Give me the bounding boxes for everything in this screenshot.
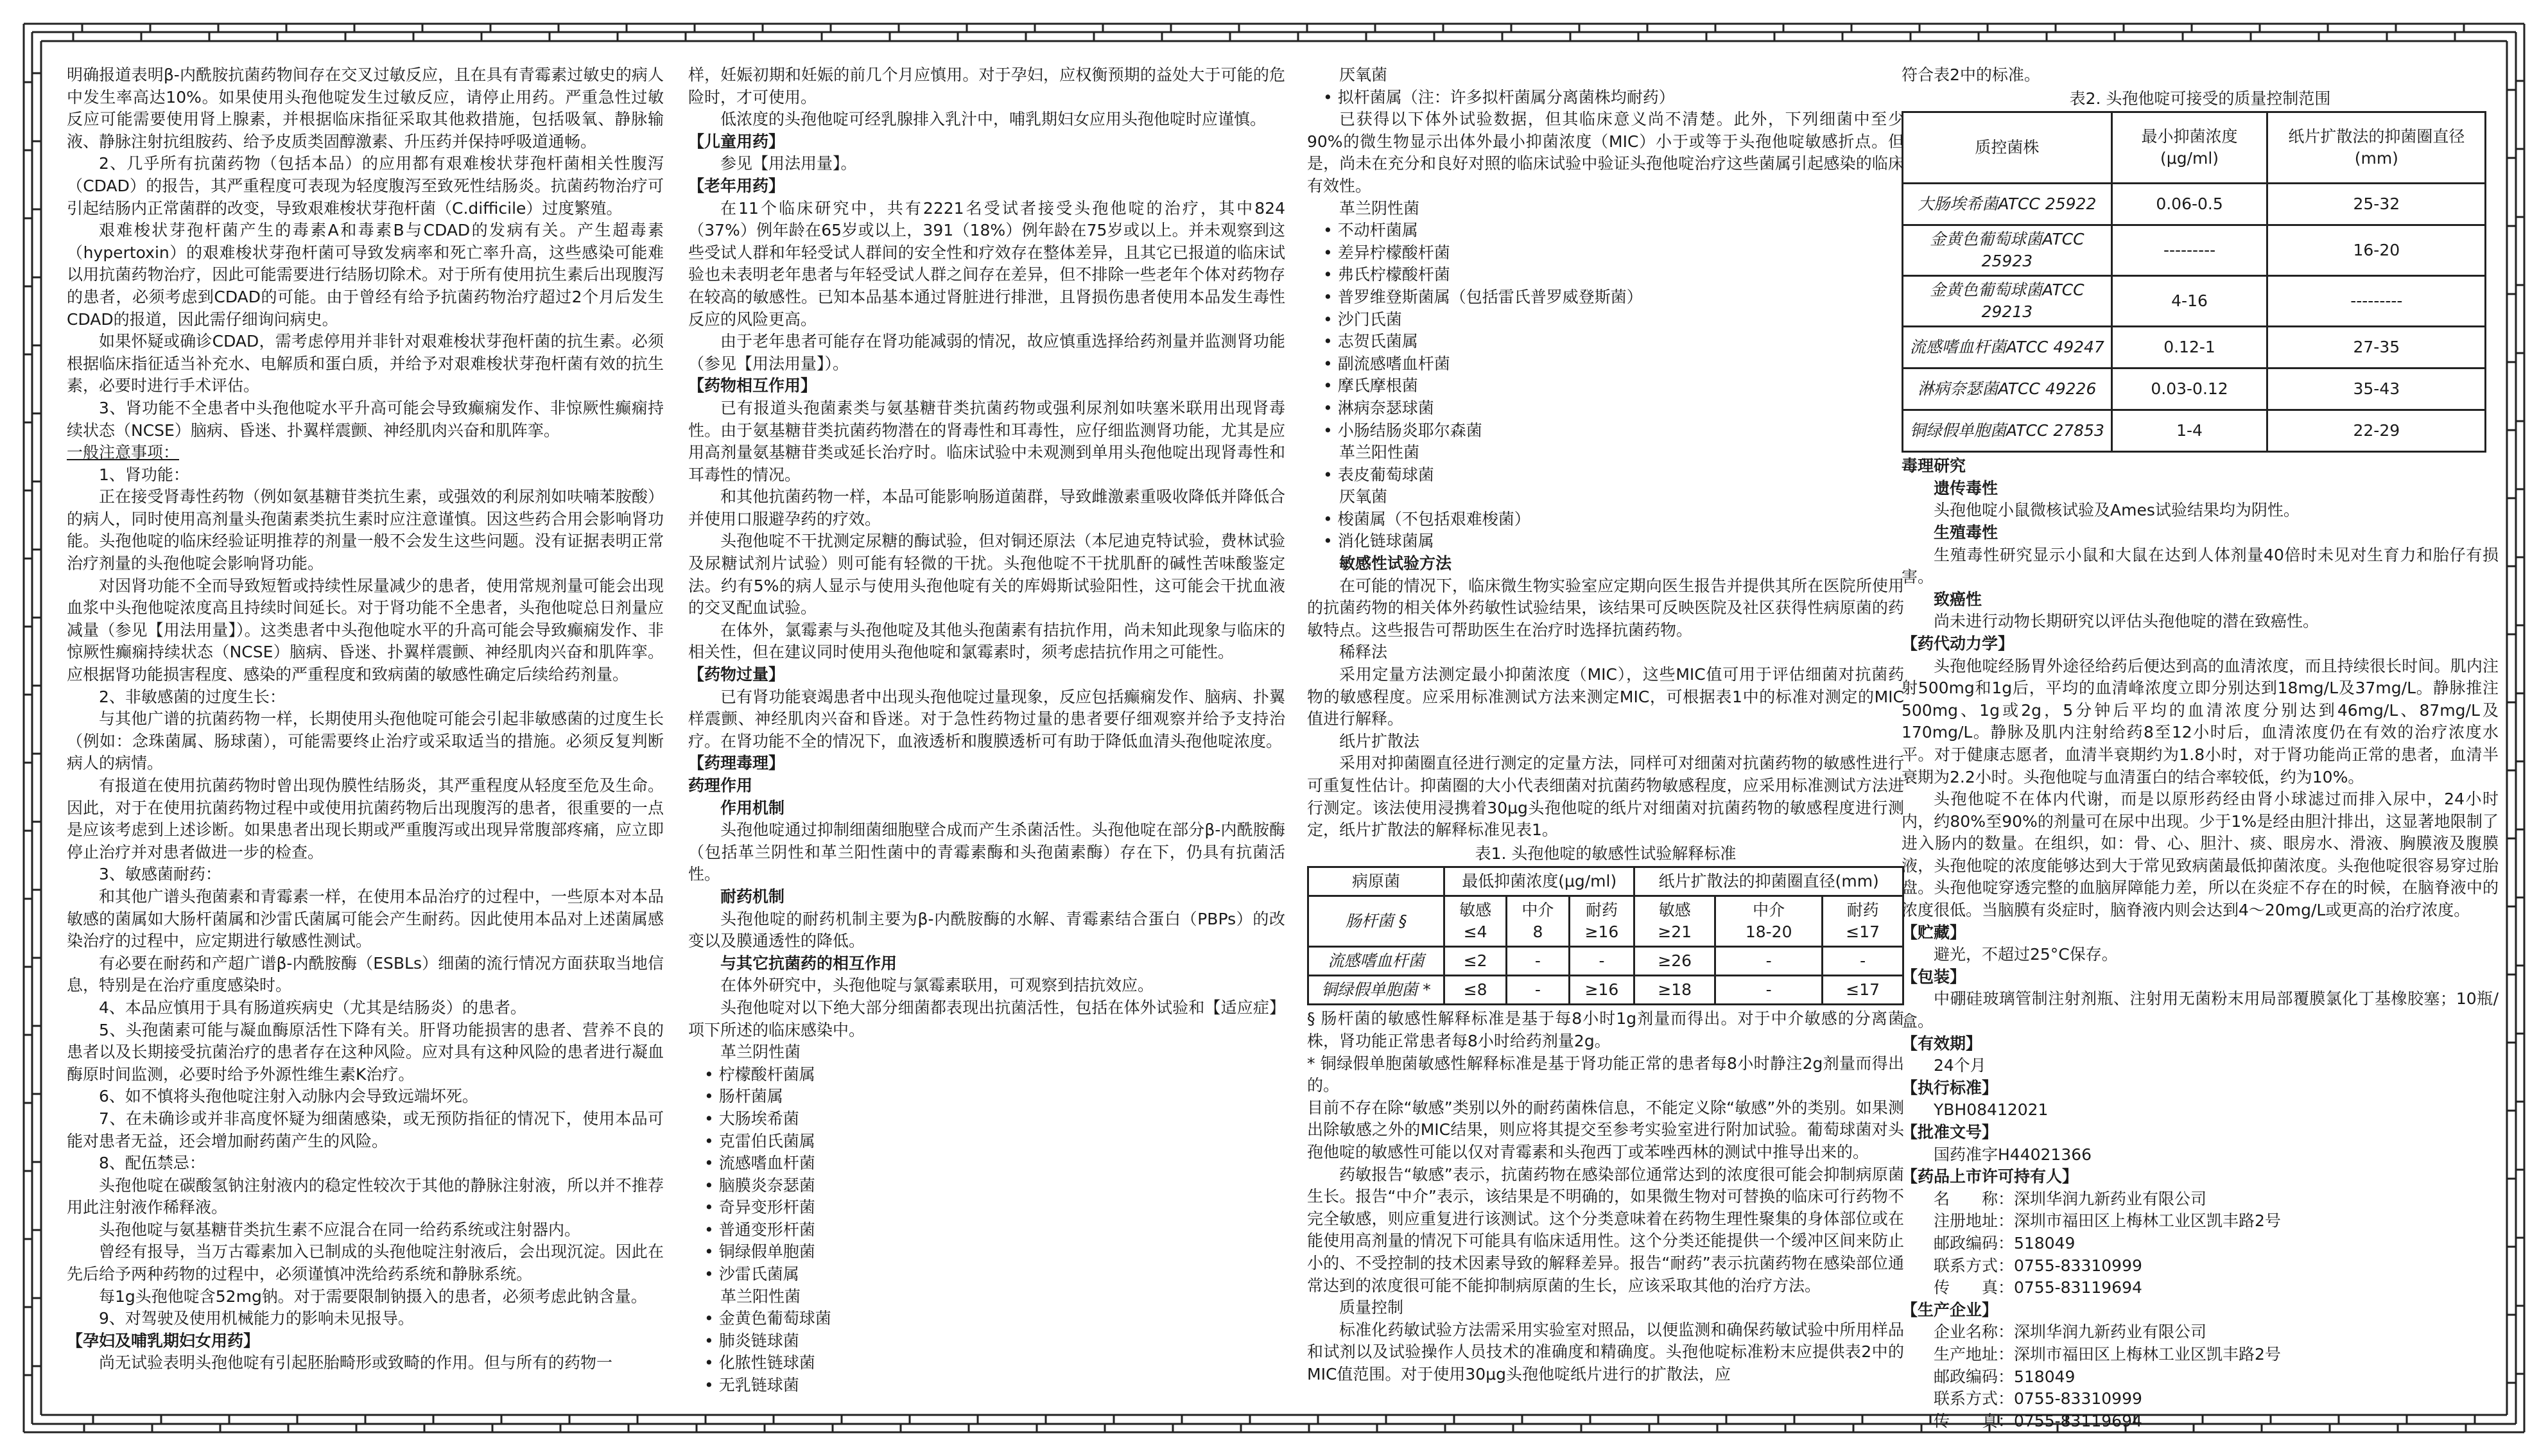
paragraph: 已有报道头孢菌素类与氨基糖苷类抗菌药物或强利尿剂如呋塞米联用出现肾毒性。由于氨基糖苷类抗菌药物潜在的肾毒性和耳毒性，应仔细监测肾功能，尤其是应用高剂量氨基糖苷类或延长治疗时。临床试验中未观测到单用头孢他啶出现肾毒性和耳毒性的情况。 [688,398,1285,484]
table-cell: 16-20 [2267,225,2486,276]
paragraph: 7、在未确诊或并非高度怀疑为细菌感染，或无预防指征的情况下，使用本品可能对患者无益，还会增加耐药菌产生的风险。 [67,1109,664,1150]
list-item: • 弗氏柠檬酸杆菌 [1307,264,1904,286]
list-item: • 差异柠檬酸杆菌 [1307,242,1904,264]
table-row [1903,410,2486,452]
section-heading: 毒理研究 [1902,456,1966,476]
paragraph: 国药准字H44021366 [1934,1145,2092,1164]
list-item: • 摩氏摩根菌 [1307,375,1904,397]
table-cell: 25-32 [2267,184,2486,225]
paragraph: 有报道在使用抗菌药物时曾出现伪膜性结肠炎，其严重程度从轻度至危及生命。因此，对于在使用抗菌药物过程中或使用抗菌药物后出现腹泻的患者，很重要的一点是应该考虑到上述诊断。如果患者出现长期或严重腹泻或出现异常腹部疼痛，应立即停止治疗并对患者做进一步的检查。 [67,776,664,862]
table-cell: - [1507,976,1569,1005]
paragraph: 邮政编码：518049 [1934,1233,2076,1252]
list-item: • 奇异变形杆菌 [688,1197,1285,1219]
table-cell: - [1715,976,1822,1005]
section-heading: 【儿童用药】 [688,132,785,151]
pathogen-name: 肠杆菌 § [1308,896,1444,947]
paragraph: 采用定量方法测定最小抑菌浓度（MIC），这些MIC值可用于评估细菌对抗菌药物的敏感程度。应采用标准测试方法来测定MIC，可根据表1中的标准对测定的MIC值进行解释。 [1307,665,1904,729]
table-cell [1444,896,1507,947]
table-cell [1823,896,1903,947]
paragraph: 正在接受肾毒性药物（例如氨基糖苷类抗生素，或强效的利尿剂如呋喃苯胺酸）的病人，同时使用高剂量头孢菌素类抗生素时应注意谨慎。因这些药合用会影响肾功能。头孢他啶的临床经验证明推荐的剂量一般不会发生这些问题。没有证据表明正常治疗剂量的头孢他啶会影响肾功能。 [67,487,664,573]
list-item: • 金黄色葡萄球菌 [688,1308,1285,1330]
column-2 [688,64,1285,1397]
list-item: • 无乳链球菌 [688,1374,1285,1397]
paragraph: 如果怀疑或确诊CDAD，需考虑停用并非针对艰难梭状芽孢杆菌的抗生素。必须根据临床指征适当补充水、电解质和蛋白质，并给予对艰难梭状芽孢杆菌有效的抗生素，必要时进行手术评估。 [67,332,664,395]
list-item: • 脑膜炎奈瑟菌 [688,1175,1285,1197]
list-item: • 克雷伯氏菌属 [688,1131,1285,1153]
subsection-heading: 与其它抗菌药的相互作用 [720,953,897,973]
paragraph: 头孢他啶与氨基糖苷类抗生素不应混合在同一给药系统或注射器内。 [99,1220,581,1239]
section-heading: 【有效期】 [1902,1034,1982,1053]
table-cell [1507,896,1569,947]
paragraph: 邮政编码：518049 [1934,1367,2076,1386]
list-item: • 肠杆菌属 [688,1086,1285,1108]
table-cell: ≥26 [1634,947,1715,976]
table-cell: 金黄色葡萄球菌ATCC 25923 [1903,225,2112,276]
cell-value: ≤17 [1846,923,1880,942]
paragraph: 和其他广谱头孢菌素和青霉素一样，在使用本品治疗的过程中，一些原本对本品敏感的菌属如大肠杆菌属和沙雷氏菌属可能会产生耐药。因此使用本品对上述菌属感染治疗的过程中，应定期进行敏感性测试。 [67,887,664,951]
paragraph: 24个月 [1934,1056,1986,1075]
table-cell: ≤17 [1823,976,1903,1005]
paragraph: 9、对驾驶及使用机械能力的影响未见报导。 [99,1309,414,1328]
paragraph: 样，妊娠初期和妊娠的前几个月应慎用。对于孕妇，应权衡预期的益处大于可能的危险时，才可使用。 [688,65,1285,107]
table-cell: 大肠埃希菌ATCC 25922 [1903,184,2112,225]
table-row [1903,368,2486,410]
paragraph: 革兰阴性菌 [720,1043,801,1062]
column-4 [1902,64,2499,1432]
table-cell: ≥16 [1569,976,1634,1005]
column-3 [1307,64,1904,1385]
list-item: • 大肠埃希菌 [688,1108,1285,1131]
table-header: 质控菌株 [1903,112,2112,184]
paragraph: 尚无试验表明头孢他啶有引起胚胎畸形或致畸的作用。但与所有的药物一 [99,1353,613,1373]
paragraph: 联系方式：0755-83310999 [1934,1389,2142,1408]
table-row [1903,327,2486,368]
underlined-heading: 一般注意事项： [67,443,180,462]
paragraph: 和其他抗菌药物一样，本品可能影响肠道菌群，导致雌激素重吸收降低并降低合并使用口服避孕药的疗效。 [688,487,1285,528]
paragraph: YBH08412021 [1934,1100,2049,1120]
paragraph: 3、肾功能不全患者中头孢他啶水平升高可能会导致癫痫发作、非惊厥性癫痫持续状态（NCSE）脑病、昏迷、扑翼样震颤、神经肌肉兴奋和肌阵挛。 [67,398,664,440]
header-mic: 最低抑菌浓度(μg/ml) [1444,867,1634,896]
list-item: • 拟杆菌属（注：许多拟杆菌属分离菌株均耐药） [1307,87,1904,109]
subsection-heading: 耐药机制 [720,887,785,906]
paragraph: 稀释法 [1339,643,1388,662]
paragraph: 质量控制 [1339,1298,1404,1317]
list-item: • 普通变形杆菌 [688,1219,1285,1242]
table-header: 最小抑菌浓度(μg/ml) [2111,112,2267,184]
paragraph: 革兰阴性菌 [1339,198,1420,218]
table-row [1308,947,1903,976]
list-item: • 沙雷氏菌属 [688,1263,1285,1286]
section-heading: 【药品上市许可持有人】 [1902,1167,2079,1186]
list-item: • 流感嗜血杆菌 [688,1152,1285,1175]
category-label: 耐药 [1846,901,1879,920]
table-cell: 0.06-0.5 [2111,184,2267,225]
paragraph: 与其他广谱的抗菌药物一样，长期使用头孢他啶可能会引起非敏感菌的过度生长（例如：念珠菌属、肠球菌），可能需要终止治疗或采取适当的措施。必须反复判断病人的病情。 [67,709,664,773]
table-row [1903,276,2486,327]
list-item: • 肺炎链球菌 [688,1330,1285,1353]
column-1 [67,64,664,1374]
table-caption: 表2. 头孢他啶可接受的质量控制范围 [2069,89,2331,108]
table-cell: 35-43 [2267,368,2486,410]
paragraph: 联系方式：0755-83310999 [1934,1256,2142,1275]
header-pathogen: 病原菌 [1308,867,1444,896]
table-cell [1715,896,1822,947]
paragraph: 由于老年患者可能存在肾功能减弱的情况，故应慎重选择给药剂量并监测肾功能（参见【用法用量】）。 [688,332,1285,373]
paragraph: 在11个临床研究中，共有2221名受试者接受头孢他啶的治疗，其中824（37%）例年龄在65岁或以上，391（18%）例年龄在75岁或以上。并未观察到这些受试人群和年轻受试人群间的安全性和疗效存在整体差异，且其它已报道的临床试验也未表明老年患者与年轻受试人群之间存在差异，但不排除一些老年个体对药物存在较高的敏感性。已知本品基本通过肾脏进行排泄，且肾损伤患者使用本品发生毒性反应的风险更高。 [688,198,1285,329]
table-cell: 0.12-1 [2111,327,2267,368]
table-cell: --------- [2267,276,2486,327]
table-cell: - [1715,947,1822,976]
paragraph: 艰难梭状芽孢杆菌产生的毒素A和毒素B与CDAD的发病有关。产生超毒素（hypertoxin）的艰难梭状芽孢杆菌可导致发病率和死亡率升高，这些感染可能难以用抗菌药物治疗，因此可能需要进行结肠切除术。对于所有使用抗生素后出现腹泻的患者，必须考虑到CDAD的可能。由于曾经有给予抗菌药物治疗超过2个月后发生CDAD的报道，因此需仔细询问病史。 [67,221,664,329]
paragraph: 采用对抑菌圈直径进行测定的定量方法，同样可对细菌对抗菌药物的敏感性进行可重复性估计。抑菌圈的大小代表细菌对抗菌药物敏感程度，应采用标准测试方法进行测定。该法使用浸携着30μg头孢他啶的纸片对细菌对抗菌药物的敏感程度进行测定，纸片扩散法的解释标准见表1。 [1307,754,1904,840]
section-heading: 【执行标准】 [1902,1078,1998,1097]
paragraph: 注册地址：深圳市福田区上梅林工业区凯丰路2号 [1934,1211,2281,1231]
susceptibility-table [1307,866,1904,1005]
section-heading: 【药物过量】 [688,665,785,684]
paragraph: 标准化药敏试验方法需采用实验室对照品，以便监测和确保药敏试验中所用样品和试剂以及试验操作人员技术的准确度和精确度。头孢他啶标准粉末应提供表2中的MIC值范围。对于使用30μg头孢他啶纸片进行的扩散法，应 [1307,1320,1904,1383]
table-cell: ≤8 [1444,976,1507,1005]
paragraph: 明确报道表明β-内酰胺抗菌药物间存在交叉过敏反应，且在具有青霉素过敏史的病人中发生率高达10%。如果使用头孢他啶发生过敏反应，请停止用药。严重急性过敏反应可能需要使用肾上腺素，并根据临床指征采取其他救措施，包括吸氧、静脉输液、静脉注射抗组胺药、给予皮质类固醇激素、升压药并保持呼吸道通畅。 [67,65,664,151]
table-cell: - [1823,947,1903,976]
table-caption: 表1. 头孢他啶的敏感性试验解释标准 [1475,844,1737,863]
paragraph: 4、本品应慎用于具有肠道疾病史（尤其是结肠炎）的患者。 [99,998,526,1017]
section-heading: 【批准文号】 [1902,1123,1998,1141]
table-cell: - [1507,947,1569,976]
table-cell [1634,896,1715,947]
paragraph: 5、头孢菌素可能与凝血酶原活性下降有关。肝肾功能损害的患者、营养不良的患者以及长期接受抗菌治疗的患者存在这种风险。应对具有这种风险的患者进行凝血酶原时间监测，必要时给予外源性维生素K治疗。 [67,1020,664,1084]
list-item: • 小肠结肠炎耶尔森菌 [1307,420,1904,442]
paragraph: 头孢他啶的耐药机制主要为β-内酰胺酶的水解、青霉素结合蛋白（PBPs）的改变以及膜通透性的降低。 [688,909,1285,951]
list-item: • 铜绿假单胞菌 [688,1241,1285,1263]
cell-value: ≥16 [1584,923,1619,942]
subsection-heading: 生殖毒性 [1934,523,1998,542]
table-cell: 27-35 [2267,327,2486,368]
paragraph: 2、非敏感菌的过度生长： [99,687,286,706]
paragraph: 厌氧菌 [1339,487,1388,507]
table-cell: 金黄色葡萄球菌ATCC 29213 [1903,276,2112,327]
paragraph: 目前不存在除“敏感”类别以外的耐药菌株信息，不能定义除“敏感”外的类别。如果测出除敏感之外的MIC结果，则应将其提交至参考实验室进行附加试验。葡萄球菌对头孢他啶的敏感性可能以仅对青霉素和头孢西丁或苯唑西林的测试中推导出来的。 [1307,1098,1904,1161]
subsection-heading: 遗传毒性 [1934,478,1998,498]
paragraph: 在体外，氯霉素与头孢他啶及其他头孢菌素有拮抗作用，尚未知此现象与临床的相关性，但在建议同时使用头孢他啶和氯霉素时，须考虑拮抗作用之可能性。 [688,620,1285,662]
table-header: 纸片扩散法的抑菌圈直径(mm) [2267,112,2486,184]
paragraph: 8、配伍禁忌： [99,1154,205,1173]
list-item: • 志贺氏菌属 [1307,331,1904,353]
paragraph: 头孢他啶小鼠微核试验及Ames试验结果均为阴性。 [1934,501,2300,520]
list-item: • 梭菌属（不包括艰难梭菌） [1307,508,1904,531]
table-cell [1569,896,1634,947]
pathogen-name: 流感嗜血杆菌 [1308,947,1444,976]
paragraph: 中硼硅玻璃管制注射剂瓶、注射用无菌粉末用局部覆膜氯化丁基橡胶塞；10瓶/盒。 [1902,989,2499,1031]
cell-value: ≥21 [1658,923,1692,942]
section-heading: 【贮藏】 [1902,923,1966,942]
paragraph: 革兰阳性菌 [1339,443,1420,462]
paragraph: 头孢他啶经肠胃外途径给药后便达到高的血清浓度，而且持续很长时间。肌内注射500mg和1g后，平均的血清峰浓度立即分别达到18mg/L及37mg/L。静脉推注500mg、1g或2g，5分钟后平均的血清浓度分别达到46mg/L、87mg/L及170mg/L。静脉及肌内注射给药8至12小时后，血清浓度仍在有效的治疗浓度水平。对于健康志愿者，血清半衰期约为1.8小时，对于肾功能尚正常的患者，血清半衰期为2.2小时。头孢他啶与血清蛋白的结合率较低，约为10%。 [1902,656,2499,786]
table-cell: 淋病奈瑟菌ATCC 49226 [1903,368,2112,410]
table-cell: ≤2 [1444,947,1507,976]
table-cell: 流感嗜血杆菌ATCC 49247 [1903,327,2112,368]
table-cell: ≥18 [1634,976,1715,1005]
table-cell: 4-16 [2111,276,2267,327]
paragraph: 尚未进行动物长期研究以评估头孢他啶的潜在致癌性。 [1934,612,2319,631]
paragraph: 传 真：0755-83119694 [1934,1411,2142,1430]
paragraph: * 铜绿假单胞菌敏感性解释标准是基于肾功能正常的患者每8小时静注2g剂量而得出的。 [1307,1053,1904,1095]
section-heading: 【药代动力学】 [1902,634,2015,653]
list-item: • 柠檬酸杆菌属 [688,1064,1285,1086]
paragraph: 名 称：深圳华润九新药业有限公司 [1934,1189,2207,1208]
table-header-row [1903,112,2486,184]
paragraph: 有必要在耐药和产超广谱β-内酰胺酶（ESBLs）细菌的流行情况方面获取当地信息，特别是在治疗重度感染时。 [67,953,664,995]
paragraph: 3、敏感菌耐药： [99,865,221,884]
category-label: 中介 [1521,901,1554,920]
paragraph: 传 真：0755-83119694 [1934,1278,2142,1297]
list-item: • 不动杆菌属 [1307,220,1904,242]
paragraph: 头孢他啶不干扰测定尿糖的酶试验，但对铜还原法（本尼迪克特试验，费林试验及尿糖试剂片试验）则可能有轻微的干扰。头孢他啶不干扰肌酐的碱性苦味酸鉴定法。约有5%的病人显示与使用头孢他啶有关的库姆斯试验阳性，这可能会干扰血液的交叉配血试验。 [688,532,1285,618]
paragraph: 1、肾功能： [99,465,189,484]
category-label: 敏感 [1658,901,1691,920]
paragraph: 参见【用法用量】。 [720,154,857,173]
subsection-heading: 作用机制 [720,798,785,817]
paragraph: 曾经有报导，当万古霉素加入已制成的头孢他啶注射液后，会出现沉淀。因此在先后给予两种药物的过程中，必须谨慎冲洗给药系统和静脉系统。 [67,1242,664,1284]
table-cell: 铜绿假单胞菌ATCC 27853 [1903,410,2112,452]
section-heading: 【孕妇及哺乳期妇女用药】 [67,1331,260,1350]
category-label: 耐药 [1585,901,1618,920]
paragraph: 在可能的情况下，临床微生物实验室应定期向医生报告并提供其所在医院所使用的抗菌药物的相关体外药敏性试验结果，该结果可反映医院及社区获得性病原菌的药敏特点。这些报告可帮助医生在治疗时选择抗菌药物。 [1307,576,1904,639]
table-cell: 0.03-0.12 [2111,368,2267,410]
paragraph: 头孢他啶通过抑制细菌细胞壁合成而产生杀菌活性。头孢他啶在部分β-内酰胺酶（包括革兰阴性和革兰阳性菌中的青霉素酶和头孢菌素酶）存在下，仍具有抗菌活性。 [688,820,1285,884]
paragraph: 已有肾功能衰竭患者中出现头孢他啶过量现象，反应包括癫痫发作、脑病、扑翼样震颤、神经肌肉兴奋和昏迷。对于急性药物过量的患者要仔细观察并给予支持治疗。在肾功能不全的情况下，血液透析和腹膜透析可有助于降低血清头孢他啶浓度。 [688,687,1285,750]
section-heading: 【老年用药】 [688,176,785,195]
table-cell: --------- [2111,225,2267,276]
paragraph: § 肠杆菌的敏感性解释标准是基于每8小时1g剂量而得出。对于中介敏感的分离菌株，肾功能正常患者每8小时给药剂量2g。 [1307,1009,1904,1050]
section-heading: 【包装】 [1902,967,1966,986]
table-cell: - [1569,947,1634,976]
header-disk: 纸片扩散法的抑菌圈直径(mm) [1634,867,1903,896]
paragraph: 生殖毒性研究显示小鼠和大鼠在达到人体剂量40倍时未见对生育力和胎仔有损害。 [1902,545,2499,587]
table-cell: 1-4 [2111,410,2267,452]
cell-value: 8 [1532,923,1543,942]
paragraph: 对因肾功能不全而导致短暂或持续性尿量减少的患者，使用常规剂量可能会出现血浆中头孢他啶浓度高且持续时间延长。对于肾功能不全患者，头孢他啶总日剂量应减量（参见【用法用量】）。这类患者中头孢他啶水平的升高可能会导致癫痫发作、非惊厥性癫痫持续状态（NCSE）脑病、昏迷、扑翼样震颤、神经肌肉兴奋和肌阵挛。应根据肾功能损害程度、感染的严重程度和致病菌的敏感性确定后续给药剂量。 [67,576,664,684]
list-item: • 淋病奈瑟球菌 [1307,397,1904,420]
paragraph: 已获得以下体外试验数据，但其临床意义尚不清楚。此外，下列细菌中至少90%的微生物显示出体外最小抑菌浓度（MIC）小于或等于头孢他啶敏感折点。但是，尚未在充分和良好对照的临床试验中验证头孢他啶治疗这些菌属引起感染的临床有效性。 [1307,110,1904,195]
paragraph: 药敏报告“敏感”表示，抗菌药物在感染部位通常达到的浓度很可能会抑制病原菌生长。报告“中介”表示，该结果是不明确的，如果微生物对可替换的临床可行药物不完全敏感，则应重复进行该测试。这个分类意味着在药物生理性聚集的身体部位或在能使用高剂量的情况下可能具有临床适用性。这个分类还能提供一个缓冲区间来防止小的、不受控制的技术因素导致的解释差异。报告“耐药”表示抗菌药物在感染部位通常达到的浓度很可能不能抑制病原菌的生长，应该采取其他的治疗方法。 [1307,1165,1904,1295]
category-label: 敏感 [1459,901,1492,920]
list-item: • 表皮葡萄球菌 [1307,464,1904,487]
list-item: • 消化链球菌属 [1307,530,1904,553]
table-cell: 22-29 [2267,410,2486,452]
paragraph: 低浓度的头孢他啶可经乳腺排入乳汁中，哺乳期妇女应用头孢他啶时应谨慎。 [720,110,1267,129]
paragraph: 头孢他啶在碳酸氢钠注射液内的稳定性较次于其他的静脉注射液，所以并不推荐用此注射液作稀释液。 [67,1175,664,1217]
section-heading: 【生产企业】 [1902,1300,1998,1319]
paragraph: 每1g头孢他啶含52mg钠。对于需要限制钠摄入的患者，必须考虑此钠含量。 [99,1287,647,1306]
subsection-heading: 致癌性 [1934,589,1982,609]
paragraph: 头孢他啶对以下绝大部分细菌都表现出抗菌活性，包括在体外试验和【适应症】项下所述的临床感染中。 [688,998,1285,1039]
paragraph: 避光，不超过25°C保存。 [1934,945,2118,964]
table-row [1308,976,1903,1005]
list-item: • 副流感嗜血杆菌 [1307,353,1904,376]
category-label: 中介 [1753,901,1785,920]
section-heading: 药理作用 [688,776,753,795]
subsection-heading: 敏感性试验方法 [1339,554,1452,573]
pathogen-name: 铜绿假单胞菌 * [1308,976,1444,1005]
paragraph: 革兰阳性菌 [720,1287,801,1306]
section-heading: 【药物相互作用】 [688,376,817,395]
list-item: • 化脓性链球菌 [688,1352,1285,1374]
cell-value: 18-20 [1745,923,1792,942]
paragraph: 在体外研究中，头孢他啶与氯霉素联用，可观察到拮抗效应。 [720,976,1154,995]
table-row [1903,184,2486,225]
paragraph: 厌氧菌 [1339,65,1388,84]
paragraph: 企业名称：深圳华润九新药业有限公司 [1934,1322,2207,1342]
table-row [1308,896,1903,947]
list-item: • 沙门氏菌 [1307,309,1904,331]
paragraph: 2、几乎所有抗菌药物（包括本品）的应用都有艰难梭状芽孢杆菌相关性腹泻（CDAD）的报告，其严重程度可表现为轻度腹泻至致死性结肠炎。抗菌药物治疗可引起结肠内正常菌群的改变，导致艰难梭状芽孢杆菌（C.difficile）过度繁殖。 [67,154,664,218]
paragraph: 6、如不慎将头孢他啶注射入动脉内会导致远端坏死。 [99,1087,478,1106]
quality-control-table [1902,111,2486,453]
section-heading: 【药理毒理】 [688,754,785,773]
paragraph: 头孢他啶不在体内代谢，而是以原形药经由肾小球滤过而排入尿中，24小时内，约80%至90%的剂量可在尿中出现。少于1%是经由胆汁排出，这显著地限制了进入肠内的数量。在组织，如：骨、心、胆汁、痰、眼房水、滑液、胸膜液及腹膜液，头孢他啶的浓度能够达到大于常见致病菌最低抑菌浓度。头孢他啶很容易穿过胎盘。头孢他啶穿透完整的血脑屏障能力差，所以在炎症不存在的时候，在脑脊液中的浓度很低。当脑膜有炎症时，脑脊液内则会达到4～20mg/L或更高的治疗浓度。 [1902,790,2499,920]
table-header-row [1308,867,1903,896]
cell-value: ≤4 [1463,923,1487,942]
paragraph: 纸片扩散法 [1339,731,1420,750]
paragraph: 生产地址：深圳市福田区上梅林工业区凯丰路2号 [1934,1344,2281,1364]
paragraph: 符合表2中的标准。 [1902,65,2040,84]
list-item: • 普罗维登斯菌属（包括雷氏普罗威登斯菌） [1307,286,1904,309]
table-row [1903,225,2486,276]
